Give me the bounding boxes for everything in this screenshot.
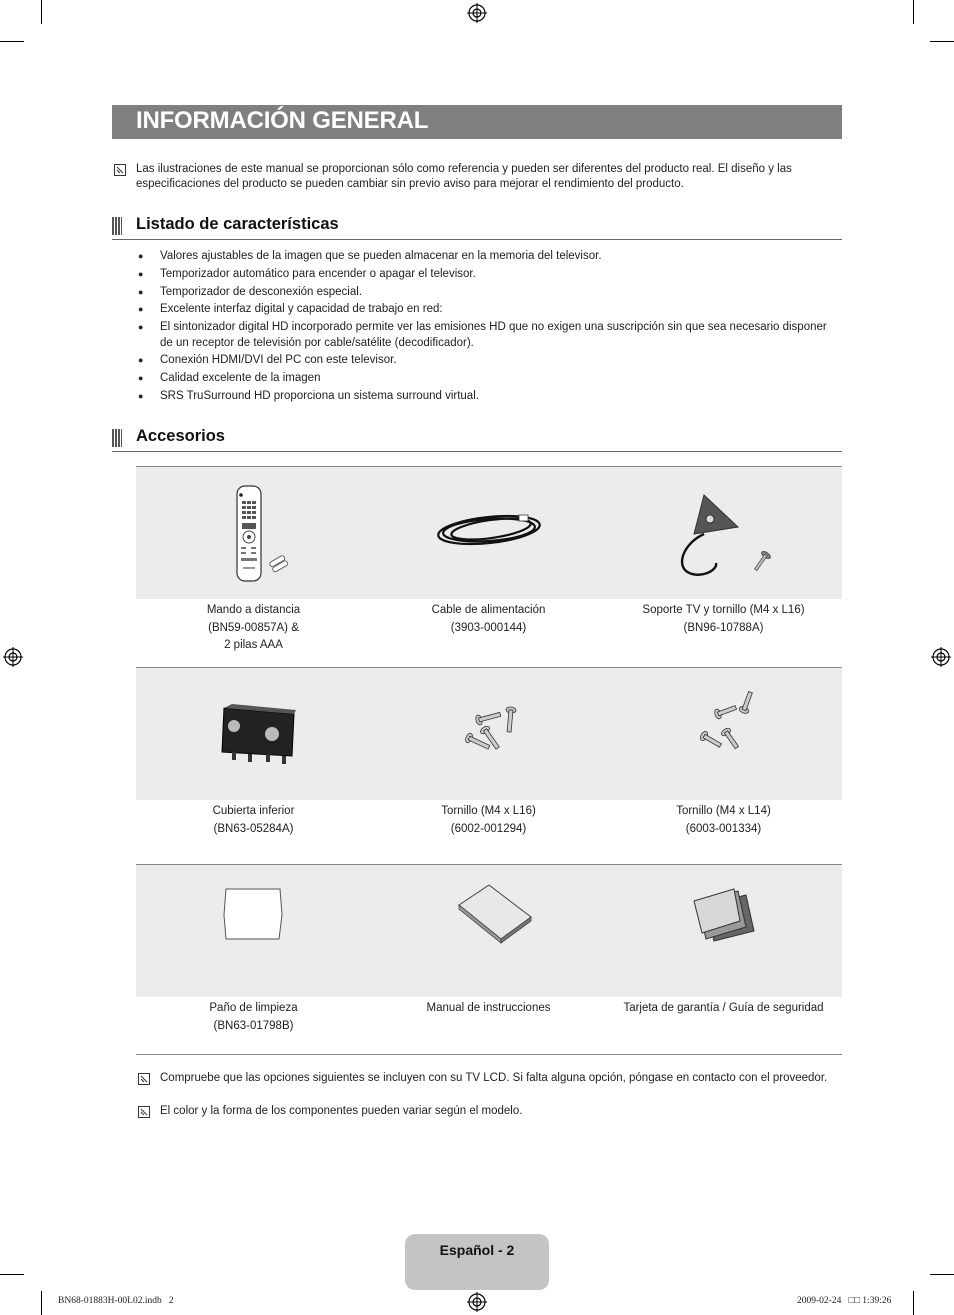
accessories-section-heading xyxy=(112,425,842,452)
accessory-caption xyxy=(606,602,841,637)
accessory-caption xyxy=(371,803,606,838)
date-info: 2009-02-24 □□ 1:39:26 xyxy=(797,1296,892,1306)
cleaning-cloth-icon xyxy=(136,865,371,997)
caption-line: (BN63-05284A) xyxy=(213,822,294,835)
registration-mark-icon xyxy=(931,647,951,667)
page-title: INFORMACIÓN GENERAL xyxy=(136,107,429,134)
registration-mark-icon xyxy=(3,647,23,667)
bottom-cover-icon xyxy=(136,668,371,800)
caption-line: (6002-001294) xyxy=(450,822,527,835)
section-marker xyxy=(112,217,122,235)
power-cable-icon xyxy=(371,467,606,599)
caption-line: (6003-001334) xyxy=(685,822,762,835)
list-item: ● Excelente interfaz digital y capacidad de trabajo en red: xyxy=(138,302,838,318)
page-title-bar xyxy=(112,105,842,139)
registration-mark-icon xyxy=(467,3,487,23)
crop-mark xyxy=(913,0,914,24)
accessory-caption xyxy=(371,602,606,637)
tv-holder-icon xyxy=(606,467,841,599)
accessory-caption xyxy=(136,803,371,838)
warranty-card-icon xyxy=(606,865,841,997)
caption-line: Tornillo (M4 x L16) xyxy=(441,805,536,817)
screws-l16-icon xyxy=(371,668,606,800)
crop-mark xyxy=(930,41,954,42)
caption-line: Manual de instrucciones xyxy=(426,1002,551,1014)
note-icon xyxy=(138,1106,150,1118)
page-number-tab xyxy=(405,1234,549,1290)
screws-l14-icon xyxy=(606,668,841,800)
accessory-caption xyxy=(606,803,841,838)
caption-line: Cable de alimentación xyxy=(431,604,546,616)
registration-mark-icon xyxy=(467,1292,487,1312)
crop-mark xyxy=(41,0,42,24)
table-row xyxy=(136,667,842,865)
page-number: Español - 2 xyxy=(439,1242,515,1258)
caption-line: (3903-000144) xyxy=(450,621,527,634)
remote-control-icon xyxy=(136,467,371,599)
accessory-caption xyxy=(606,1000,841,1018)
features-heading: Listado de características xyxy=(136,215,339,233)
crop-mark xyxy=(930,1274,954,1275)
crop-mark xyxy=(0,1274,24,1275)
manual-icon xyxy=(371,865,606,997)
list-item: ● Temporizador de desconexión especial. xyxy=(138,285,838,301)
note-icon xyxy=(114,164,126,176)
accessory-note: Compruebe que las opciones siguientes se incluyen con su TV LCD. Si falta alguna opción, póngase en contacto con el proveedor. xyxy=(160,1072,828,1084)
caption-line: Tornillo (M4 x L14) xyxy=(676,805,771,817)
caption-line: (BN63-01798B) xyxy=(213,1019,294,1032)
caption-line: Tarjeta de garantía / Guía de seguridad xyxy=(623,1002,824,1014)
list-item: ● Calidad excelente de la imagen xyxy=(138,371,838,387)
file-info: BN68-01883H-00L02.indb 2 xyxy=(58,1296,174,1306)
accessory-caption xyxy=(371,1000,606,1018)
caption-line: Cubierta inferior xyxy=(212,805,295,817)
features-list xyxy=(138,249,838,407)
note-icon xyxy=(138,1073,150,1085)
list-item: ● Valores ajustables de la imagen que se pueden almacenar en la memoria del televisor. xyxy=(138,249,838,265)
accessory-caption xyxy=(136,1000,371,1035)
features-section-heading xyxy=(112,213,842,240)
accessory-caption xyxy=(136,602,371,655)
list-item: ● Conexión HDMI/DVI del PC con este televisor. xyxy=(138,353,838,369)
section-marker xyxy=(112,429,122,447)
list-item: ● SRS TruSurround HD proporciona un sistema surround virtual. xyxy=(138,389,838,405)
crop-mark xyxy=(0,41,24,42)
accessories-heading: Accesorios xyxy=(136,427,225,445)
caption-line: 2 pilas AAA xyxy=(224,639,283,651)
intro-note: Las ilustraciones de este manual se proporcionan sólo como referencia y pueden ser diferentes del producto real. El diseño y las especificaciones del producto se pueden cambiar sin previo aviso para mejorar el rendimiento del producto. xyxy=(136,163,792,190)
crop-mark xyxy=(913,1291,914,1315)
caption-line: (BN96-10788A) xyxy=(683,621,764,634)
caption-line: Paño de limpieza xyxy=(209,1002,298,1014)
caption-line: Mando a distancia xyxy=(206,604,301,616)
table-row xyxy=(136,466,842,668)
list-item: ● El sintonizador digital HD incorporado permite ver las emisiones HD que no exigen una suscripción sin que sea necesario disponer de un receptor de televisión por cable/satélite (decodificador). xyxy=(138,320,838,351)
crop-mark xyxy=(41,1291,42,1315)
caption-line: (BN59-00857A) & xyxy=(208,621,299,634)
list-item: ● Temporizador automático para encender o apagar el televisor. xyxy=(138,267,838,283)
caption-line: Soporte TV y tornillo (M4 x L16) xyxy=(642,604,805,616)
table-row xyxy=(136,864,842,1055)
accessory-note: El color y la forma de los componentes pueden variar según el modelo. xyxy=(160,1105,523,1117)
